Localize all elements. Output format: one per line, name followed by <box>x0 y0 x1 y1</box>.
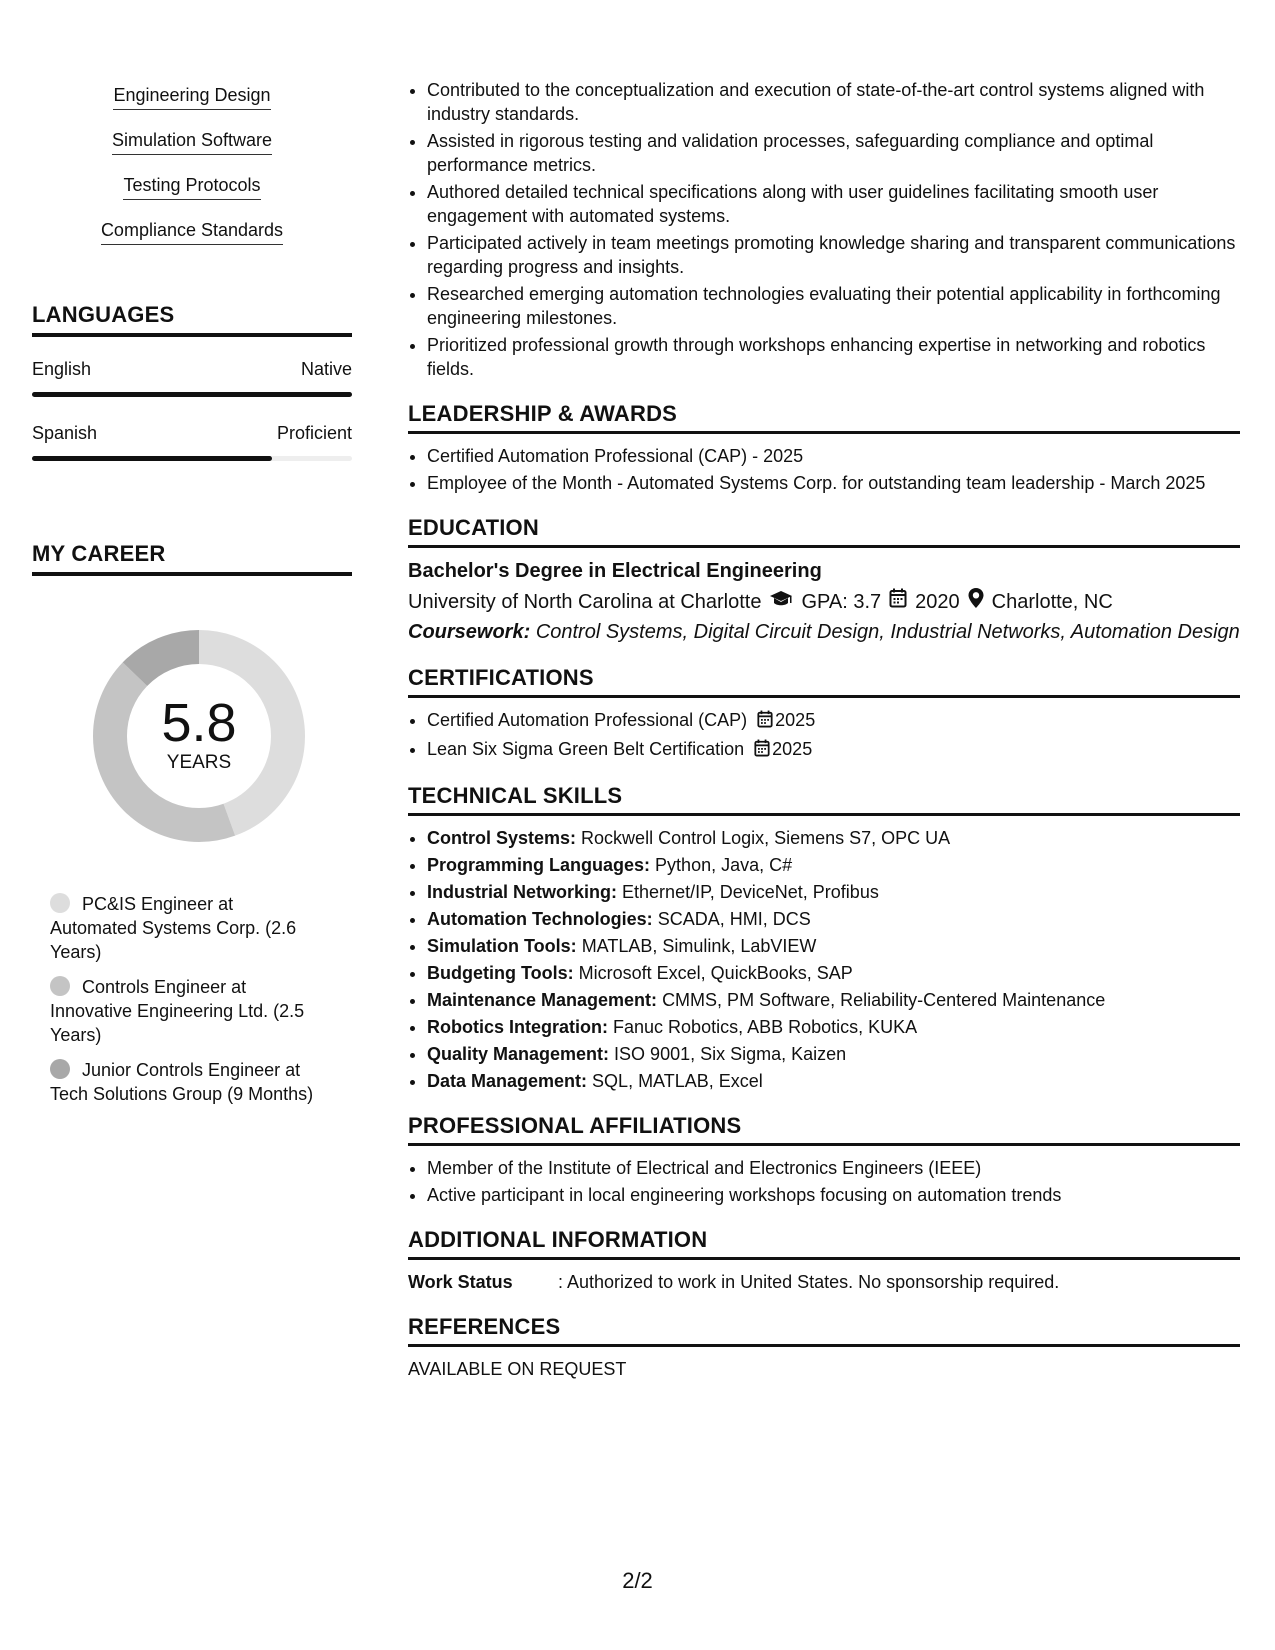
work-status-label: Work Status <box>408 1272 513 1292</box>
technical-skills-title: TECHNICAL SKILLS <box>408 783 1240 816</box>
leadership-list <box>408 444 1240 495</box>
work-status-row <box>408 1270 1240 1294</box>
career-item-label: Controls Engineer at Innovative Engineering Ltd. (2.5 Years) <box>50 977 305 1045</box>
skill-tags <box>32 84 352 245</box>
skill-label: Budgeting Tools: <box>427 963 574 983</box>
language-level: Proficient <box>276 423 352 443</box>
education-degree: Bachelor's Degree in Electrical Engineering <box>408 560 822 582</box>
skill-value: CMMS, PM Software, Reliability-Centered Maintenance <box>662 990 1106 1010</box>
technical-skill-item <box>427 934 1240 958</box>
technical-skill-item <box>427 1069 1240 1093</box>
experience-bullet: • Participated actively in team meetings promoting knowledge sharing and transparent communications regarding progress and insights. <box>427 231 1240 279</box>
career-item <box>50 975 320 1047</box>
experience-bullet: • Prioritized professional growth through workshops enhancing expertise in networking and robotics fields. <box>427 333 1240 381</box>
skill-value: Ethernet/IP, DeviceNet, Profibus <box>622 882 879 902</box>
education-location: Charlotte, NC <box>991 590 1113 613</box>
education-title: EDUCATION <box>408 515 1240 548</box>
certifications-list <box>408 708 1240 763</box>
skill-label: Maintenance Management: <box>427 990 658 1010</box>
certification-item <box>427 708 1240 734</box>
skill-label: Automation Technologies: <box>427 909 653 929</box>
skill-tag: Engineering Design <box>113 84 270 110</box>
calendar-icon <box>757 710 773 734</box>
languages-title: LANGUAGES <box>32 302 352 337</box>
language-name: English <box>32 359 92 379</box>
legend-dot <box>50 976 70 996</box>
career-item-label: PC&IS Engineer at Automated Systems Corp. (2.6 Years) <box>50 894 297 962</box>
technical-skill-item <box>427 1042 1240 1066</box>
language-item <box>32 359 352 397</box>
career-item <box>50 1058 320 1106</box>
certifications-title: CERTIFICATIONS <box>408 665 1240 698</box>
certification-year: 2025 <box>775 710 816 730</box>
graduation-cap-icon <box>769 589 793 615</box>
affiliations-list <box>408 1156 1240 1207</box>
education-coursework <box>408 619 1240 645</box>
calendar-icon <box>889 588 907 615</box>
additional-info-title: ADDITIONAL INFORMATION <box>408 1227 1240 1260</box>
references-text: AVAILABLE ON REQUEST <box>408 1359 627 1379</box>
legend-dot <box>50 1059 70 1079</box>
technical-skill-item <box>427 853 1240 877</box>
skill-value: Microsoft Excel, QuickBooks, SAP <box>578 963 853 983</box>
skill-tag: Compliance Standards <box>101 219 283 245</box>
language-name: Spanish <box>32 423 98 443</box>
coursework-text: Control Systems, Digital Circuit Design, Industrial Networks, Automation Design <box>535 621 1240 643</box>
career-legend <box>32 892 320 1106</box>
coursework-label: Coursework: <box>408 621 531 643</box>
language-item <box>32 423 352 461</box>
certification-item <box>427 737 1240 763</box>
main-content <box>408 78 1240 1381</box>
technical-skill-item <box>427 826 1240 850</box>
work-status-value: : Authorized to work in United States. No sponsorship required. <box>558 1272 1060 1292</box>
experience-bullet: • Contributed to the conceptualization and execution of state-of-the-art control systems aligned with industry standards. <box>427 78 1240 126</box>
language-level: Native <box>300 359 352 379</box>
skill-value: Fanuc Robotics, ABB Robotics, KUKA <box>613 1017 918 1037</box>
technical-skills-list <box>408 826 1240 1093</box>
experience-bullet: • Researched emerging automation technologies evaluating their potential applicability in forthcoming engineering milestones. <box>427 282 1240 330</box>
language-bar-fill <box>32 392 352 397</box>
technical-skill-item <box>427 961 1240 985</box>
experience-bullets <box>408 78 1240 381</box>
career-item-label: Junior Controls Engineer at Tech Solutions Group (9 Months) <box>50 1060 314 1104</box>
career-section <box>32 541 352 1117</box>
page-number: 2/2 <box>622 1568 653 1593</box>
language-bar <box>32 456 352 461</box>
career-item <box>50 892 320 964</box>
leadership-item: • Certified Automation Professional (CAP) - 2025 <box>427 444 1240 468</box>
skill-label: Quality Management: <box>427 1044 610 1064</box>
affiliations-title: PROFESSIONAL AFFILIATIONS <box>408 1113 1240 1146</box>
technical-skill-item <box>427 907 1240 931</box>
skill-value: SQL, MATLAB, Excel <box>592 1071 763 1091</box>
skill-value: Rockwell Control Logix, Siemens S7, OPC UA <box>581 828 951 848</box>
calendar-icon <box>754 739 770 763</box>
skill-value: ISO 9001, Six Sigma, Kaizen <box>614 1044 847 1064</box>
skill-tag: Simulation Software <box>112 129 272 155</box>
skill-label: Industrial Networking: <box>427 882 618 902</box>
language-bar <box>32 392 352 397</box>
references-title: REFERENCES <box>408 1314 1240 1347</box>
legend-dot <box>50 893 70 913</box>
skill-label: Programming Languages: <box>427 855 651 875</box>
experience-bullet: • Assisted in rigorous testing and validation processes, safeguarding compliance and optimal performance metrics. <box>427 129 1240 177</box>
language-bar-fill <box>32 456 272 461</box>
certification-name: Lean Six Sigma Green Belt Certification <box>427 739 745 759</box>
technical-skill-item <box>427 988 1240 1012</box>
skill-label: Data Management: <box>427 1071 588 1091</box>
education-year: 2020 <box>915 590 960 613</box>
skill-value: MATLAB, Simulink, LabVIEW <box>581 936 817 956</box>
skill-value: Python, Java, C# <box>655 855 793 875</box>
affiliation-item: • Member of the Institute of Electrical and Electronics Engineers (IEEE) <box>427 1156 1240 1180</box>
sidebar <box>32 84 352 1104</box>
career-title: MY CAREER <box>32 541 352 576</box>
skill-tag: Testing Protocols <box>123 174 260 200</box>
skill-label: Control Systems: <box>427 828 577 848</box>
languages-section <box>32 302 352 461</box>
career-total-value: 5.8 <box>161 693 237 753</box>
technical-skill-item <box>427 1015 1240 1039</box>
education-gpa: GPA: 3.7 <box>801 590 882 613</box>
education-meta <box>408 588 1240 615</box>
skill-label: Simulation Tools: <box>427 936 577 956</box>
map-pin-icon <box>968 588 984 615</box>
career-donut <box>79 616 319 856</box>
technical-skill-item <box>427 880 1240 904</box>
skill-value: SCADA, HMI, DCS <box>657 909 811 929</box>
career-total-unit: YEARS <box>166 752 232 773</box>
education-school: University of North Carolina at Charlotte <box>408 590 762 613</box>
leadership-title: LEADERSHIP & AWARDS <box>408 401 1240 434</box>
affiliation-item: • Active participant in local engineering workshops focusing on automation trends <box>427 1183 1240 1207</box>
certification-year: 2025 <box>772 739 813 759</box>
leadership-item: • Employee of the Month - Automated Systems Corp. for outstanding team leadership - March 2025 <box>427 471 1240 495</box>
certification-name: Certified Automation Professional (CAP) <box>427 710 748 730</box>
experience-bullet: • Authored detailed technical specifications along with user guidelines facilitating smooth user engagement with automated systems. <box>427 180 1240 228</box>
skill-label: Robotics Integration: <box>427 1017 608 1037</box>
